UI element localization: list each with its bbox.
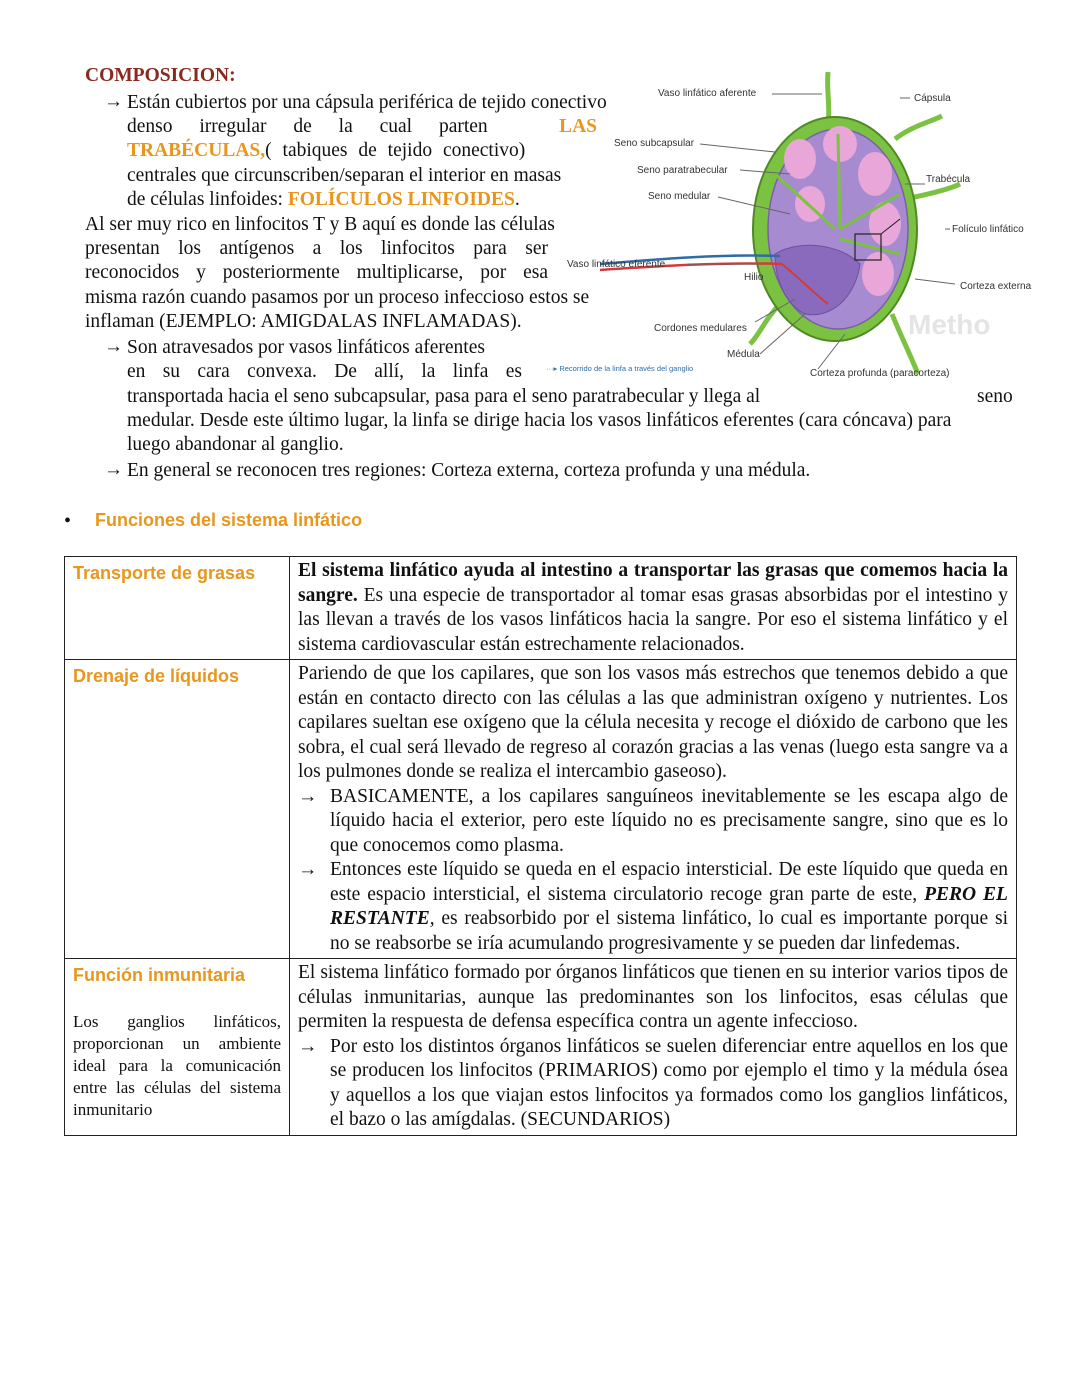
funciones-table	[64, 556, 1017, 1136]
cell-heading	[65, 660, 290, 959]
list-item-text-end: , es reabsorbido por el sistema linfático, lo cual es importante porque si no se reabsorbe se iría acumulando progresivamente y se pueden dar linfedemas.	[330, 908, 1008, 954]
row-text-inmunitaria: El sistema linfático formado por órganos linfáticos que tienen en su interior varios tipos de células inmunitarias, aunque las predominantes son los linfocitos, esas células que permiten la respuesta de defensa específica contra un agente infeccioso.	[298, 962, 1008, 1032]
label-capsula: Cápsula	[914, 93, 951, 104]
list-item	[298, 858, 1008, 956]
label-seno-subcapsular: Seno subcapsular	[614, 138, 695, 149]
list-item-text: BASICAMENTE, a los capilares sanguíneos inevitablemente se les escapa algo de líquido hacia el exterior, pero este líquido no es precisamente sangre, sino que es lo que conocemos como plasma.	[330, 785, 1008, 856]
arrow-icon: →	[298, 859, 318, 880]
highlight-foliculos: FOLÍCULOS LINFOIDES	[287, 189, 515, 210]
composicion-line-3	[127, 139, 597, 164]
emphasis-text: PERO EL RESTANTE	[330, 883, 1008, 929]
bold-lead: El sistema linfático ayuda al intestino a transportar las grasas que comemos hacia la sangre.	[298, 560, 1008, 606]
bullet2-line-3: transportada hacia el seno subcapsular, pasa para el seno paratrabecular y llega al	[127, 386, 761, 407]
list-item	[298, 785, 1008, 859]
list-item	[298, 1035, 1008, 1133]
highlight-las: LAS	[559, 116, 597, 137]
bullet-icon: •	[64, 510, 72, 532]
bullet2-line-4: medular. Desde este último lugar, la linfa se dirige hacia los vasos linfáticos eferentes (cara cóncava) para	[127, 410, 952, 431]
cell-content	[290, 959, 1017, 1136]
label-corteza-externa: Corteza externa	[960, 281, 1032, 292]
row-side-note: Los ganglios linfáticos, proporcionan un ambiente ideal para la comunicación entre las células del sistema inmunitario	[73, 1012, 281, 1119]
label-medula: Médula	[727, 349, 760, 360]
bullet2-line-2: en su cara convexa. De allí, la linfa es	[127, 361, 522, 382]
para2-line-3: reconocidos y posteriormente multiplicarse, por esa	[85, 262, 548, 283]
body-text: Es una especie de transportador al tomar esas grasas absorbidas por el intestino y las llevan a través de los vasos linfáticos hacia la sangre. Por eso el sistema linfático y el sistema cardiovascular están estrechamente relacionados.	[298, 584, 1008, 655]
text-tabiques: ( tabiques de tejido conectivo)	[265, 140, 526, 161]
text-period: .	[514, 189, 520, 210]
highlight-trabeculas: TRABÉCULAS,	[127, 140, 266, 161]
composicion-line-4: centrales que circunscriben/separan el interior en masas	[127, 165, 562, 186]
para2-line-1: Al ser muy rico en linfocitos T y B aquí es donde las células	[85, 214, 555, 235]
cell-heading	[65, 557, 290, 660]
para2-line-4: misma razón cuando pasamos por un proceso infeccioso estos se	[85, 287, 590, 308]
label-recorrido-text: Recorrido de la linfa a través del ganglio	[559, 364, 694, 373]
cell-content	[290, 557, 1017, 660]
arrow-icon: →	[298, 1035, 318, 1057]
text-denso: denso irregular de la cual parten	[127, 116, 488, 137]
arrow-icon: →	[104, 336, 123, 357]
section-title-funciones: Funciones del sistema linfático	[95, 510, 363, 530]
section-title-composicion: COMPOSICION:	[85, 65, 236, 86]
label-corteza-profunda: Corteza profunda (paracorteza)	[810, 368, 950, 379]
arrow-icon: →	[298, 785, 318, 807]
table-row	[65, 557, 1017, 660]
bullet2-line-1: Son atravesados por vasos linfáticos aferentes	[127, 337, 485, 358]
para2-line-2: presentan los antígenos a los linfocitos para ser	[85, 238, 548, 259]
label-seno-paratrabecular: Seno paratrabecular	[637, 165, 728, 176]
label-vaso-eferente: Vaso linfático eferente	[567, 259, 666, 270]
list-item-text: Por esto los distintos órganos linfáticos se suelen diferenciar entre aquellos en los que se producen los linfocitos (PRIMARIOS) como por ejemplo el timo y la médula ósea y aquellos a los que viajan estos linfocitos ya formados como los ganglios linfáticos, el bazo o las amígdalas. (SECUNDARIOS)	[330, 1035, 1008, 1130]
row-heading-transporte: Transporte de grasas	[73, 563, 256, 583]
composicion-line-5	[127, 188, 520, 213]
label-vaso-aferente: Vaso linfático aferente	[658, 88, 757, 99]
row-text-transporte	[298, 559, 1008, 657]
lymph-path-arrow-icon: ···▸	[546, 364, 560, 373]
row-text-drenaje: Pariendo de que los capilares, que son los vasos más estrechos que tenemos debido a que están en contacto directo con las células a las que administran oxígeno y nutrientes. Los capilares sueltan ese oxígeno que la célula necesita y recoge el dióxido de carbono que les sobra, el cual será llevado de regreso al corazón gracias a las venas (luego esta sangre va a los pulmones donde se realiza el intercambio gaseoso).	[298, 663, 1008, 782]
label-hilio: Hilio	[744, 272, 764, 283]
row-heading-inmunitaria: Función inmunitaria	[73, 965, 246, 985]
row-heading-drenaje: Drenaje de líquidos	[73, 666, 240, 686]
label-cordones: Cordones medulares	[654, 323, 747, 334]
bullet3: En general se reconocen tres regiones: Corteza externa, corteza profunda y una médula.	[127, 460, 811, 481]
label-seno-medular: Seno medular	[648, 191, 711, 202]
cell-heading	[65, 959, 290, 1136]
text-celulas: de células linfoides:	[127, 189, 283, 210]
table-row	[65, 660, 1017, 959]
arrow-icon: →	[104, 459, 123, 480]
composicion-line-2	[127, 115, 597, 140]
label-foliculo: Folículo linfático	[952, 224, 1024, 235]
label-trabecula: Trabécula	[926, 174, 971, 185]
list-item-text: Entonces este líquido se queda en el espacio intersticial. De este líquido que queda en este espacio intersticial, el sistema circulatorio recoge gran parte de este,	[330, 859, 1008, 905]
label-recorrido	[546, 364, 693, 373]
composicion-line-1: Están cubiertos por una cápsula periférica de tejido conectivo	[127, 92, 607, 113]
arrow-icon: →	[104, 91, 123, 112]
table-row	[65, 959, 1017, 1136]
bullet2-line-5: luego abandonar al ganglio.	[127, 434, 344, 455]
bullet2-line-3-end: seno	[977, 386, 1013, 407]
para2-line-5: inflaman (EJEMPLO: AMIGDALAS INFLAMADAS).	[85, 311, 522, 332]
cell-content	[290, 660, 1017, 959]
watermark-logo: Metho	[908, 309, 991, 340]
